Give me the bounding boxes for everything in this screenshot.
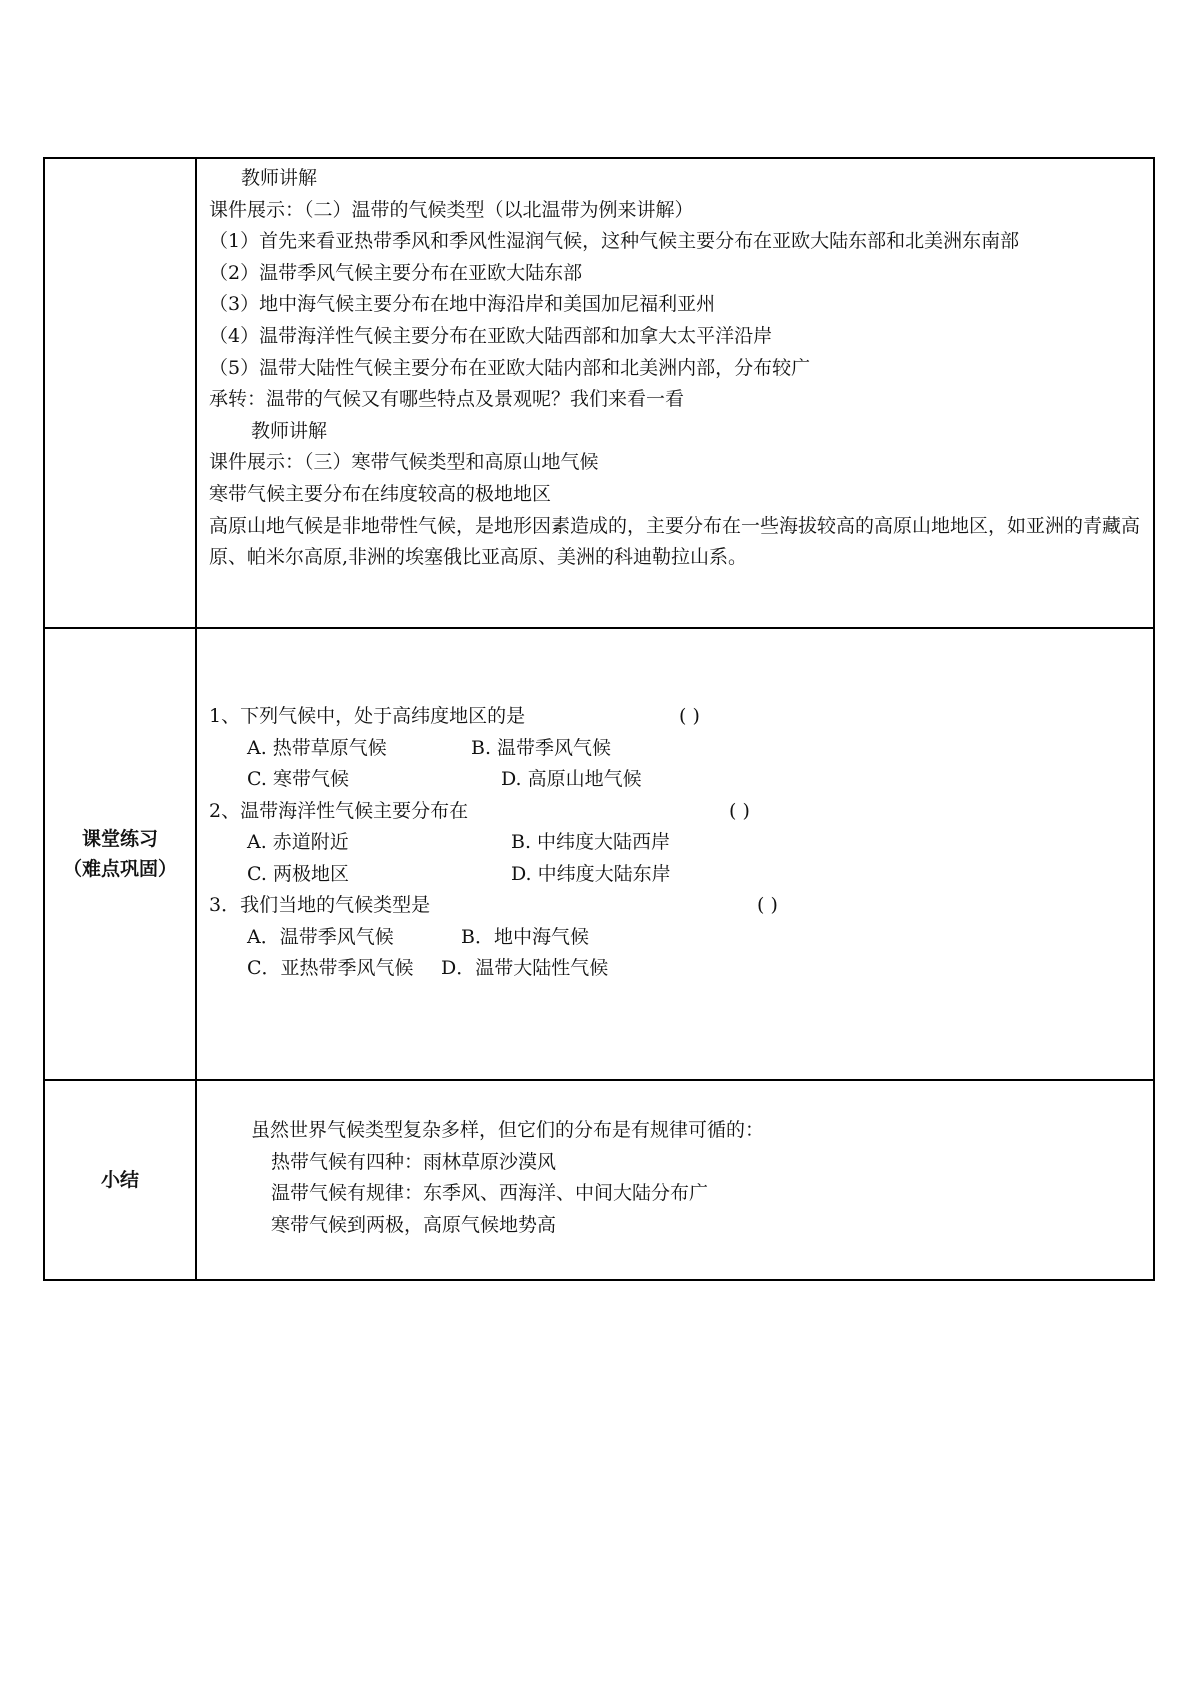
option-b: B. 中纬度大陆西岸 [511,831,671,853]
option-b: B. 温带季风气候 [471,736,612,759]
teaching-content [197,159,1153,574]
table-row [44,1080,1154,1280]
question [209,890,1143,922]
summary-label-cell [44,1080,196,1280]
question [209,796,1143,828]
option-c: C. 寒带气候 [247,768,349,790]
answer-blank: ( ) [729,799,750,822]
option-row [209,827,1143,859]
table-row [44,158,1154,628]
option-c: C. 两极地区 [247,862,349,885]
summary-content-cell [196,1080,1154,1280]
exercise-content-cell [196,628,1154,1080]
option-b: B．地中海气候 [461,925,589,948]
option-a: A. 赤道附近 [247,831,349,853]
table-row [44,628,1154,1080]
content-line: 课件展示：（二）温带的气候类型（以北温带为例来讲解） [209,198,694,221]
question-text: 2、温带海洋性气候主要分布在 [209,799,469,822]
question-text: 1、下列气候中，处于高纬度地区的是 [209,705,526,727]
option-row [209,733,1143,765]
teaching-content-cell [196,158,1154,628]
option-d: D. 中纬度大陆东岸 [511,862,671,885]
option-row [209,859,1143,891]
content-line: （5）温带大陆性气候主要分布在亚欧大陆内部和北美洲内部，分布较广 [209,356,811,379]
answer-blank: ( ) [679,705,700,727]
question-text: 3．我们当地的气候类型是 [209,894,431,916]
summary-line: 寒带气候到两极，高原气候地势高 [271,1213,557,1236]
content-paragraph: 高原山地气候是非地带性气候，是地形因素造成的，主要分布在一些海拔较高的高原山地地区，如亚洲的青藏高原、帕米尔高原,非洲的埃塞俄比亚高原、美洲的科迪勒拉山系。 [209,514,1141,569]
content-line: 教师讲解 [241,167,318,189]
option-a: A．温带季风气候 [247,925,394,948]
content-line: 教师讲解 [251,419,328,442]
content-line: 承转：温带的气候又有哪些特点及景观呢？我们来看一看 [209,388,685,411]
option-a: A. 热带草原气候 [247,736,387,759]
exercise-questions [197,629,1153,985]
content-line: （3）地中海气候主要分布在地中海沿岸和美国加尼福利亚州 [209,293,716,316]
empty-label-cell [44,158,196,628]
option-row [209,764,1143,796]
exercise-label: 课堂练习 [81,828,158,850]
question [209,701,1143,733]
content-line: （1）首先来看亚热带季风和季风性湿润气候，这种气候主要分布在亚欧大陆东部和北美洲东南部 [209,230,1020,253]
content-line: （2）温带季风气候主要分布在亚欧大陆东部 [209,261,583,284]
content-line: 课件展示：（三）寒带气候类型和高原山地气候 [209,451,599,474]
summary-label: 小结 [100,1169,139,1191]
option-c: C．亚热带季风气候 [247,957,414,979]
exercise-sublabel: （难点巩固） [62,858,177,880]
summary-line: 热带气候有四种：雨林草原沙漠风 [271,1150,557,1173]
exercise-label-cell [44,628,196,1080]
option-row [209,953,1143,985]
answer-blank: ( ) [757,894,778,916]
summary-line: 虽然世界气候类型复杂多样，但它们的分布是有规律可循的： [251,1119,765,1141]
option-d: D. 高原山地气候 [501,768,642,790]
summary-content [197,1081,1153,1241]
summary-line: 温带气候有规律：东季风、西海洋、中间大陆分布广 [271,1182,709,1204]
option-row [209,922,1143,954]
lesson-plan-table [43,157,1155,1281]
content-line: 寒带气候主要分布在纬度较高的极地地区 [209,482,552,505]
option-d: D．温带大陆性气候 [441,957,609,979]
content-line: （4）温带海洋性气候主要分布在亚欧大陆西部和加拿大太平洋沿岸 [209,324,773,347]
